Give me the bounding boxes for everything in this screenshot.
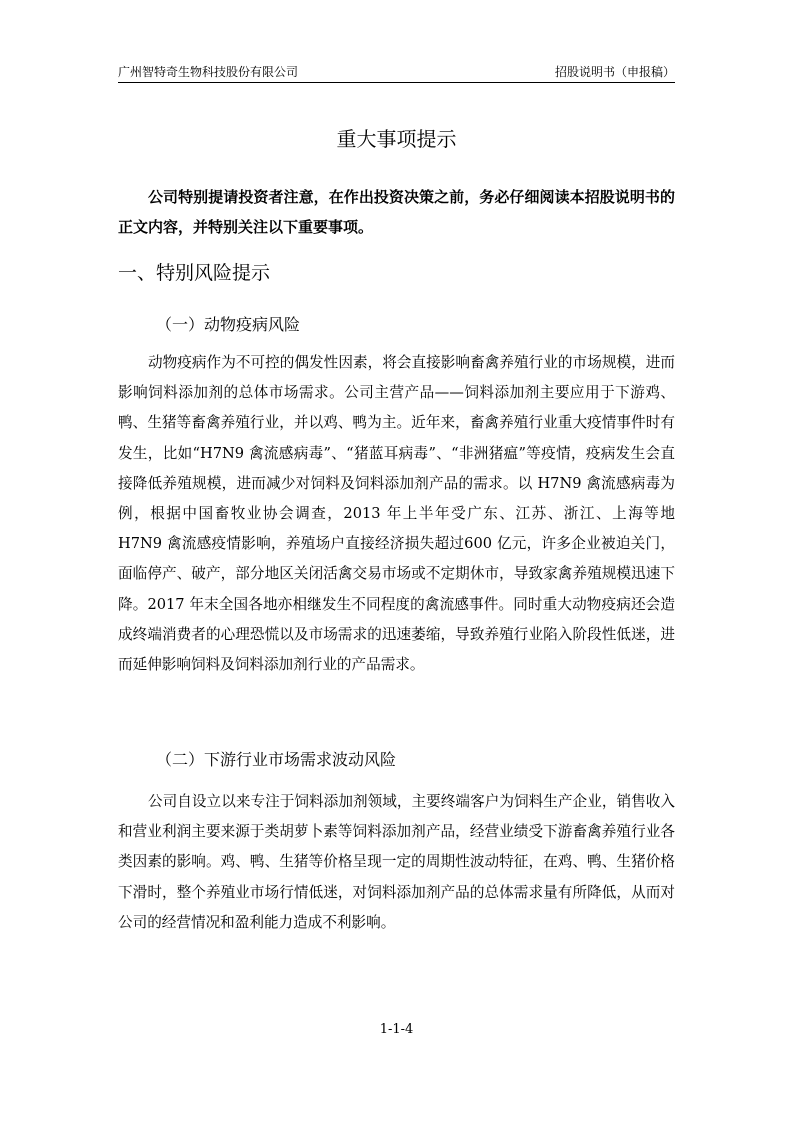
section-heading-risk-warning: 一、特别风险提示 [118, 262, 271, 284]
paragraph-animal-disease-risk: 动物疫病作为不可控的偶发性因素，将会直接影响畜禽养殖行业的市场规模，进而影响饲料添加剂的总体市场需求。公司主营产品——饲料添加剂主要应用于下游鸡、鸭、生猪等畜禽养殖行业，并以鸡、鸭为主。近年来，畜禽养殖行业重大疫情事件时有发生，比如“H7N9 禽流感病毒”、“猪蓝耳病毒”、“非洲猪瘟”等疫情，疫病发生会直接降低养殖规模，进而减少对饲料及饲料添加剂产品的需求。以 H7N9 禽流感病毒为例，根据中国畜牧业协会调查，2013 年上半年受广东、江苏、浙江、上海等地 H7N9 禽流感疫情影响，养殖场户直接经济损失超过600 亿元，许多企业被迫关门，面临停产、破产，部分地区关闭活禽交易市场或不定期休市，导致家禽养殖规模迅速下降。2017 年末全国各地亦相继发生不同程度的禽流感事件。同时重大动物疫病还会造成终端消费者的心理恐慌以及市场需求的迅速萎缩，导致养殖行业陷入阶段性低迷，进而延伸影响饲料及饲料添加剂行业的产品需求。 [118, 354, 675, 674]
page-title: 重大事项提示 [336, 127, 457, 151]
page-header [118, 64, 675, 83]
subsection-heading-downstream-demand: （二）下游行业市场需求波动风险 [156, 750, 397, 769]
page-number: 1-1-4 [379, 1022, 414, 1037]
paragraph-downstream-demand-risk: 公司自设立以来专注于饲料添加剂领域，主要终端客户为饲料生产企业，销售收入和营业利润主要来源于类胡萝卜素等饲料添加剂产品，经营业绩受下游畜禽养殖行业各类因素的影响。鸡、鸭、生猪等价格呈现一定的周期性波动特征，在鸡、鸭、生猪价格下滑时，整个养殖业市场行情低迷，对饲料添加剂产品的总体需求量有所降低，从而对公司的经营情况和盈利能力造成不利影响。 [118, 793, 675, 931]
header-document-type: 招股说明书（申报稿） [554, 65, 675, 79]
subsection-heading-animal-disease: （一）动物疫病风险 [156, 315, 301, 334]
header-company-name: 广州智特奇生物科技股份有限公司 [118, 65, 299, 79]
investor-notice: 公司特别提请投资者注意，在作出投资决策之前，务必仔细阅读本招股说明书的正文内容，并特别关注以下重要事项。 [118, 188, 675, 236]
